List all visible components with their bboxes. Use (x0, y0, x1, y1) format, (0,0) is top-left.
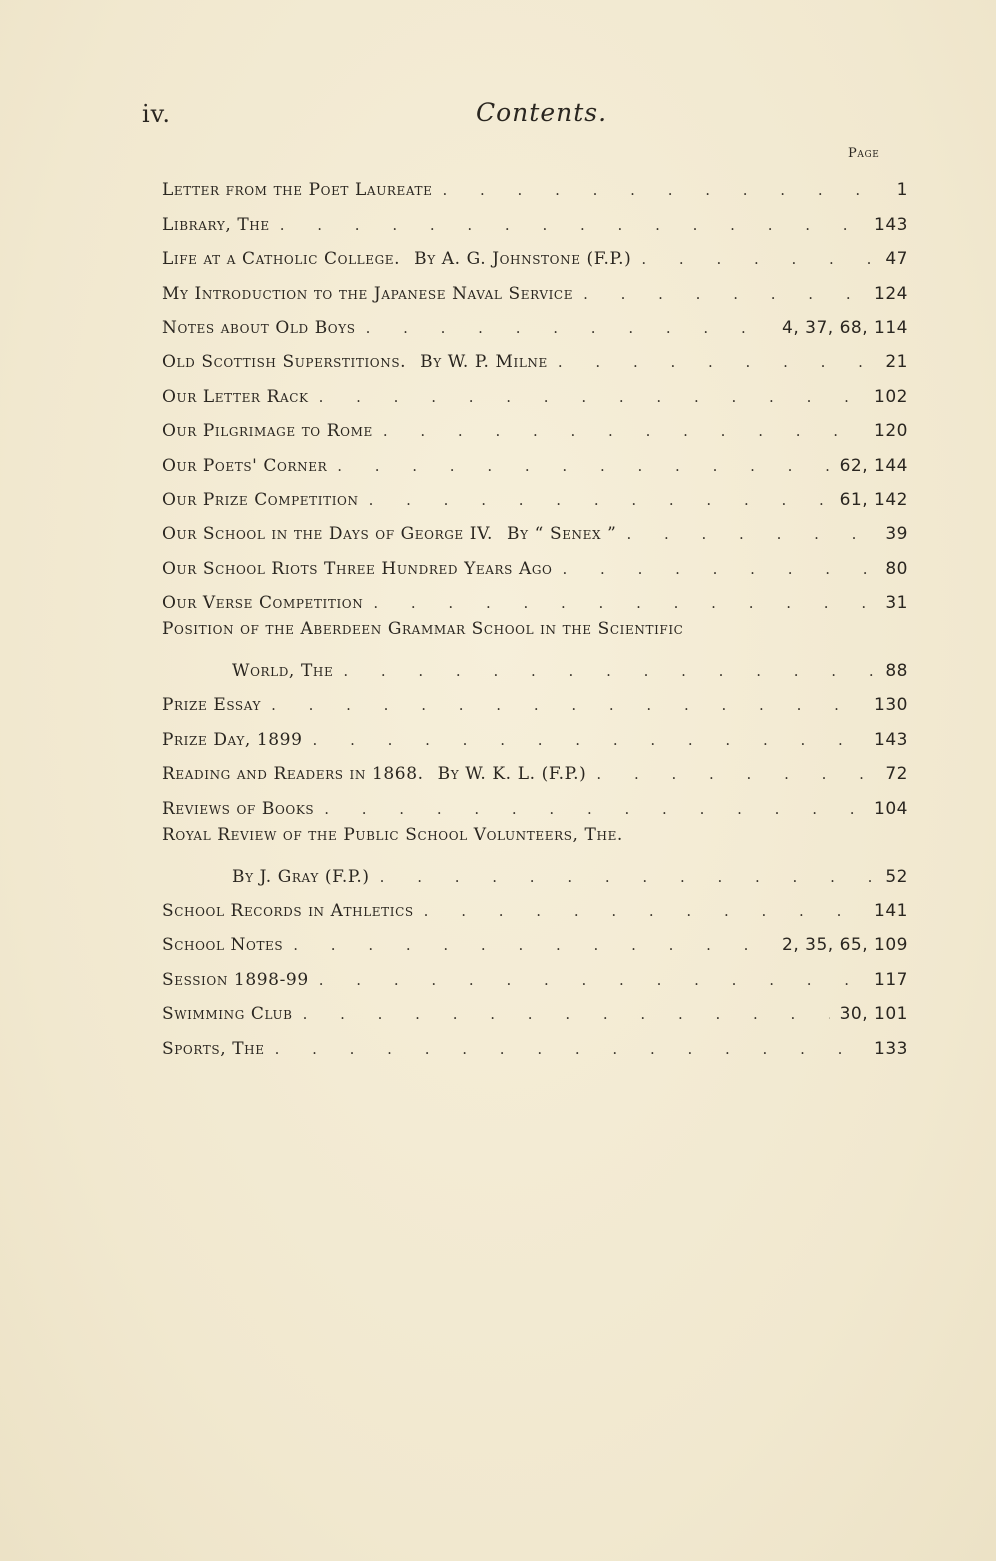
dot-leader (380, 868, 876, 886)
entry-byline: By “ Senex ” (507, 524, 617, 545)
entry-byline: By A. G. Johnstone (F.P.) (414, 249, 632, 270)
entry-pages: 141 (874, 901, 908, 922)
entry-pages: 62, 144 (839, 455, 908, 476)
entry-title: Notes about Old Boys (162, 317, 356, 338)
entry-pages: 120 (874, 421, 908, 442)
entry-title: Prize Day, 1899 (162, 729, 303, 750)
entry-pages: 4, 37, 68, 114 (782, 317, 908, 338)
entry-title: Reviews of Books (162, 798, 315, 819)
running-head (142, 100, 902, 140)
toc-entry (162, 378, 908, 412)
toc-entry (162, 447, 908, 481)
entry-pages: 31 (885, 593, 908, 614)
toc-entry (162, 927, 908, 961)
entry-title: Our Letter Rack (162, 386, 309, 407)
dot-leader (271, 696, 864, 714)
dot-leader (319, 388, 864, 406)
entry-pages: 1 (896, 180, 908, 201)
entry-pages: 143 (874, 729, 908, 750)
dot-leader (366, 319, 772, 337)
entry-pages: 30, 101 (839, 1004, 908, 1025)
dot-leader (424, 902, 864, 920)
dot-leader (442, 181, 886, 199)
entry-pages: 133 (874, 1038, 908, 1059)
entry-title: Reading and Readers in 1868. (162, 764, 424, 785)
entry-title: My Introduction to the Japanese Naval Service (162, 283, 574, 304)
toc-entry (162, 687, 908, 721)
entry-title: Sports, The (162, 1038, 265, 1059)
dot-leader (280, 216, 864, 234)
contents-list (162, 172, 908, 1065)
entry-pages: 80 (885, 558, 908, 579)
entry-pages: 130 (874, 695, 908, 716)
entry-title-continuation: World, The (232, 661, 334, 682)
toc-entry (162, 721, 908, 755)
entry-title: Letter from the Poet Laureate (162, 180, 433, 201)
entry-pages: 2, 35, 65, 109 (782, 935, 908, 956)
dot-leader (373, 594, 875, 612)
entry-title: Our School Riots Three Hundred Years Ago (162, 558, 553, 579)
toc-entry (162, 516, 908, 550)
entry-title: Position of the Aberdeen Grammar School in the Scientific (162, 619, 684, 640)
dot-leader (313, 731, 865, 749)
toc-entry (162, 241, 908, 275)
entry-byline: By W. P. Milne (420, 352, 548, 373)
entry-pages: 104 (874, 798, 908, 819)
dot-leader (343, 662, 875, 680)
toc-entry (162, 550, 908, 584)
entry-pages: 143 (874, 214, 908, 235)
page-column-label: Page (848, 146, 880, 161)
dot-leader (293, 936, 772, 954)
dot-leader (596, 765, 875, 783)
entry-title: Library, The (162, 214, 270, 235)
toc-entry (162, 790, 908, 824)
entry-title: Our Prize Competition (162, 489, 359, 510)
entry-pages: 21 (885, 352, 908, 373)
entry-title: School Records in Athletics (162, 901, 414, 922)
toc-entry (162, 756, 908, 790)
entry-title: Life at a Catholic College. (162, 249, 401, 270)
toc-entry (162, 996, 908, 1030)
entry-pages: 52 (885, 866, 908, 887)
toc-entry (162, 482, 908, 516)
toc-entry (162, 310, 908, 344)
toc-entry (162, 1030, 908, 1064)
entry-title: Royal Review of the Public School Volunteers, The. (162, 824, 623, 845)
entry-pages: 72 (885, 764, 908, 785)
toc-entry (162, 344, 908, 378)
entry-pages: 117 (874, 969, 908, 990)
dot-leader (583, 285, 864, 303)
entry-title: Session 1898-99 (162, 969, 309, 990)
toc-entry (162, 172, 908, 206)
entry-pages: 124 (874, 283, 908, 304)
toc-entry (162, 619, 908, 687)
entry-pages: 88 (885, 661, 908, 682)
running-title: Contents. (476, 98, 608, 127)
dot-leader (303, 1005, 830, 1023)
toc-entry (162, 206, 908, 240)
entry-title: Prize Essay (162, 695, 262, 716)
entry-pages: 61, 142 (839, 489, 908, 510)
entry-title: Our Verse Competition (162, 593, 364, 614)
dot-leader (558, 353, 875, 371)
entry-title: School Notes (162, 935, 284, 956)
toc-entry (162, 893, 908, 927)
entry-pages: 39 (885, 524, 908, 545)
toc-entry (162, 961, 908, 995)
entry-title: Our Poets' Corner (162, 455, 328, 476)
dot-leader (369, 491, 830, 509)
dot-leader (641, 250, 875, 268)
toc-entry (162, 585, 908, 619)
toc-entry (162, 825, 908, 893)
entry-byline: By W. K. L. (F.P.) (437, 764, 587, 785)
dot-leader (275, 1040, 864, 1058)
dot-leader (319, 971, 864, 989)
dot-leader (626, 525, 875, 543)
dot-leader (563, 560, 876, 578)
toc-entry (162, 413, 908, 447)
entry-title: Our Pilgrimage to Rome (162, 421, 373, 442)
toc-entry (162, 275, 908, 309)
entry-title-continuation: By J. Gray (F.P.) (232, 866, 370, 887)
dot-leader (337, 457, 829, 475)
entry-pages: 102 (874, 386, 908, 407)
dot-leader (324, 800, 864, 818)
entry-title: Old Scottish Superstitions. (162, 352, 407, 373)
entry-title: Our School in the Days of George IV. (162, 524, 494, 545)
entry-title: Swimming Club (162, 1004, 293, 1025)
entry-pages: 47 (885, 249, 908, 270)
dot-leader (383, 422, 864, 440)
page-number: iv. (142, 100, 172, 128)
